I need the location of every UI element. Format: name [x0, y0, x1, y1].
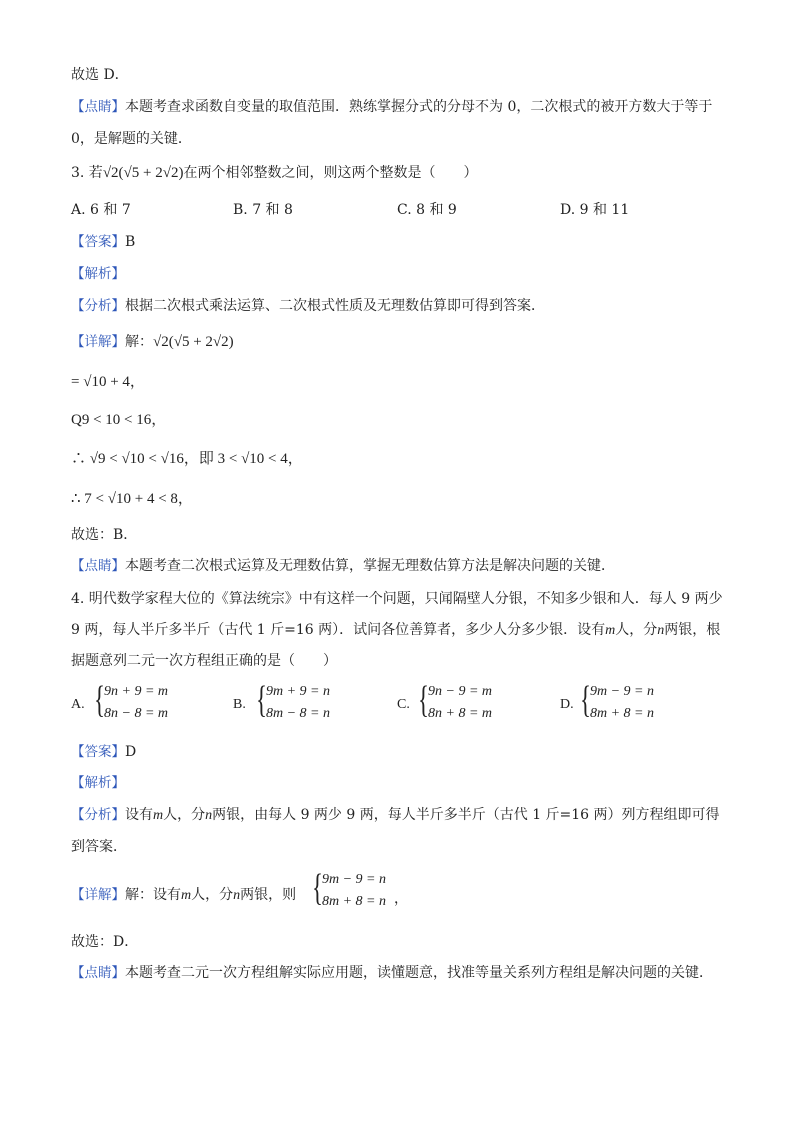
text-line	[71, 805, 720, 826]
text: 人，分	[163, 807, 206, 823]
text: 根据二次根式乘法运算、二次根式性质及无理数估算即可得到答案．	[125, 298, 545, 314]
text: 本题考查求函数自变量的取值范围．熟练掌握分式的分母不为 0，二次根式的被开方数大于等于	[125, 99, 713, 115]
equation: 8m + 8 = n	[322, 894, 387, 909]
equation: 8n − 8 = m	[104, 706, 169, 721]
equation: 8n + 8 = m	[428, 706, 493, 721]
text: 解：	[125, 334, 153, 350]
tag-jiexi: 【解析】	[71, 266, 125, 282]
tag-dianjing: 【点睛】	[71, 965, 125, 981]
text: 人，分	[615, 622, 658, 638]
var-m: m	[153, 808, 164, 823]
analysis-header	[71, 264, 125, 284]
tag-xiangjie: 【详解】	[71, 887, 125, 903]
text-line: 故选：B．	[71, 527, 138, 543]
question-4-line: 4. 明代数学家程大位的《算法统宗》中有这样一个问题，只闻隔壁人分银，不知多少银和人．每人 9 两少	[71, 591, 723, 607]
text: 设有	[125, 807, 153, 823]
brace: {	[418, 679, 429, 721]
question-3	[71, 163, 477, 183]
option-d: D. 9 和 11	[560, 202, 630, 218]
text-line	[71, 65, 129, 85]
equation: 8m − 8 = n	[266, 706, 331, 721]
text: 本题考查二次根式运算及无理数估算，掌握无理数估算方法是解决问题的关键．	[125, 558, 615, 574]
equation: 9m + 9 = n	[266, 684, 331, 699]
tag-answer: 【答案】	[71, 234, 125, 250]
equation: 8m + 8 = n	[590, 706, 655, 721]
math-expression: √2(√5 + 2√2)	[153, 334, 234, 350]
text: 本题考查二元一次方程组解实际应用题，读懂题意，找准等量关系列方程组是解决问题的关键．	[125, 965, 713, 981]
option-d-label: D.	[560, 697, 574, 712]
text-line	[71, 129, 192, 149]
tag-fenxi: 【分析】	[71, 298, 125, 314]
option-a: A. 6 和 7	[71, 202, 131, 218]
equation: 9n − 9 = m	[428, 684, 493, 699]
text: 在两个相邻整数之间，则这两个整数是（ ）	[183, 165, 478, 181]
text-line	[71, 963, 713, 983]
text: ，	[394, 891, 408, 907]
tag-fenxi: 【分析】	[71, 807, 125, 823]
option-a-label: A.	[71, 697, 85, 712]
step-line: ∴ √9 < √10 < √16，即 3 < √10 < 4，	[71, 451, 303, 467]
answer-line	[71, 232, 135, 252]
equation: 9m − 9 = n	[590, 684, 655, 699]
text: 两银，由每人 9 两少 9 两，每人半斤多半斤（古代 1 斤=16 两）列方程组即可得	[212, 807, 720, 823]
option-b: B. 7 和 8	[233, 202, 293, 218]
text-line	[71, 332, 234, 352]
step-line: Q9 < 10 < 16，	[71, 412, 167, 428]
brace: {	[94, 679, 105, 721]
var-m: m	[181, 888, 192, 903]
brace: {	[312, 867, 323, 909]
question-4-line	[71, 620, 720, 641]
text-line: 故选：D．	[71, 934, 139, 950]
text: 0，是解题的关键．	[71, 131, 192, 147]
var-n: n	[233, 888, 241, 903]
analysis-header	[71, 773, 125, 793]
answer-value: B	[125, 234, 136, 250]
text: 3. 若	[71, 165, 103, 181]
tag-jiexi: 【解析】	[71, 775, 125, 791]
tag-answer: 【答案】	[71, 744, 125, 760]
tag-dianjing: 【点睛】	[71, 99, 125, 115]
answer-line	[71, 742, 136, 762]
answer-value: D	[125, 744, 137, 760]
tag-xiangjie: 【详解】	[71, 334, 125, 350]
brace: {	[256, 679, 267, 721]
equation: 9n + 9 = m	[104, 684, 169, 699]
text: 9 两，每人半斤多半斤（古代 1 斤=16 两）．试问各位善算者，多少人分多少银．设有	[71, 622, 606, 638]
question-4-line: 据题意列二元一次方程组正确的是（ ）	[71, 653, 337, 669]
tag-dianjing: 【点睛】	[71, 558, 125, 574]
text: 两银，根	[664, 622, 721, 638]
var-n: n	[205, 808, 213, 823]
step-line: ∴ 7 < √10 + 4 < 8，	[71, 491, 193, 507]
text-line	[71, 296, 545, 316]
option-c-label: C.	[397, 697, 410, 712]
equation: 9m − 9 = n	[322, 872, 387, 887]
option-b-label: B.	[233, 697, 246, 712]
text: 两银，则	[240, 887, 297, 903]
math-expression: √2(√5 + 2√2)	[102, 165, 184, 181]
var-n: n	[657, 623, 665, 638]
brace: {	[580, 679, 591, 721]
text-line	[71, 885, 296, 906]
text-line: 到答案．	[71, 839, 127, 855]
text: 解：设有	[125, 887, 181, 903]
option-c: C. 8 和 9	[397, 202, 457, 218]
text: 故选 D．	[71, 67, 129, 83]
var-m: m	[605, 623, 616, 638]
text-line	[71, 97, 712, 117]
step-line: = √10 + 4，	[71, 374, 145, 390]
text: 人，分	[191, 887, 234, 903]
text-line	[71, 556, 615, 576]
